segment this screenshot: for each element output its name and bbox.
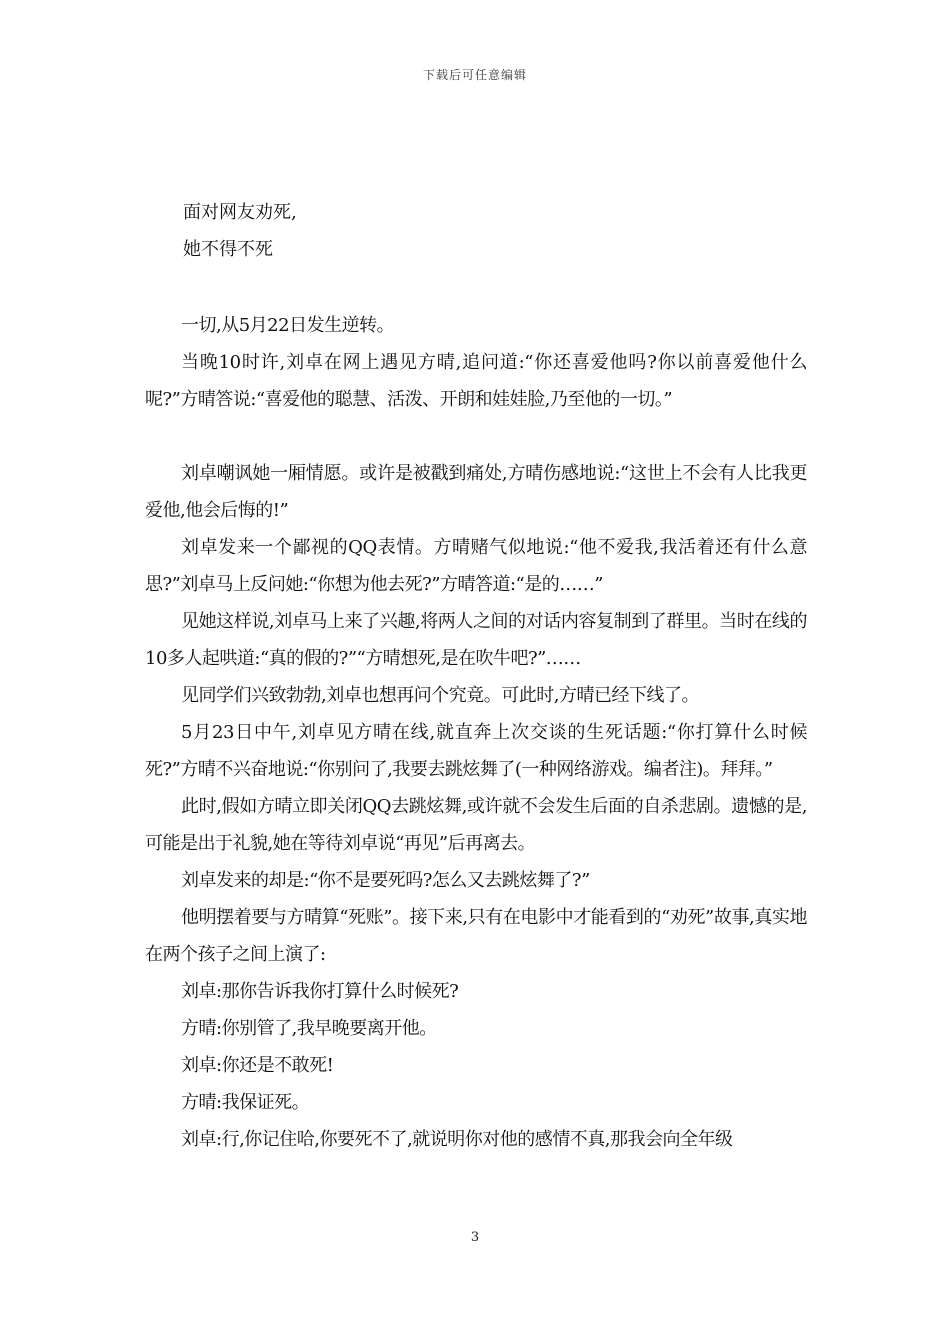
paragraph: 见同学们兴致勃勃,刘卓也想再问个究竟。可此时,方晴已经下线了。 xyxy=(181,685,699,706)
page-number: 3 xyxy=(470,1230,480,1245)
dialogue-line: 方晴:我保证死。 xyxy=(181,1092,310,1113)
page-header: 下载后可任意编辑 xyxy=(422,68,527,82)
paragraph: 见她这样说,刘卓马上来了兴趣,将两人之间的对话内容复制到了群里。当时在线的10多人起哄道:“真的假的?”“方晴想死,是在吹牛吧?”…… xyxy=(145,611,807,669)
paragraph: 他明摆着要与方晴算“死账”。接下来,只有在电影中才能看到的“劝死”故事,真实地在两个孩子之间上演了: xyxy=(145,907,807,965)
article-body xyxy=(145,307,807,1158)
paragraph: 一切,从5月22日发生逆转。 xyxy=(181,315,395,336)
dialogue-line: 刘卓:你还是不敢死! xyxy=(181,1055,334,1076)
dialogue-line: 方晴:你别管了,我早晚要离开他。 xyxy=(181,1018,437,1039)
section-title-line-2: 她不得不死 xyxy=(183,239,273,260)
paragraph: 刘卓发来的却是:“你不是要死吗?怎么又去跳炫舞了?” xyxy=(181,870,590,891)
dialogue-line: 刘卓:那你告诉我你打算什么时候死? xyxy=(181,981,459,1002)
paragraph: 刘卓嘲讽她一厢情愿。或许是被戳到痛处,方晴伤感地说:“这世上不会有人比我更爱他,他会后悔的!” xyxy=(145,463,807,521)
paragraph: 当晚10时许,刘卓在网上遇见方晴,追问道:“你还喜爱他吗?你以前喜爱他什么呢?”方晴答说:“喜爱他的聪慧、活泼、开朗和娃娃脸,乃至他的一切。” xyxy=(145,352,807,410)
paragraph: 刘卓发来一个鄙视的QQ表情。方晴赌气似地说:“他不爱我,我活着还有什么意思?”刘卓马上反问她:“你想为他去死?”方晴答道:“是的……” xyxy=(145,537,807,595)
paragraph: 此时,假如方晴立即关闭QQ去跳炫舞,或许就不会发生后面的自杀悲剧。遗憾的是,可能是出于礼貌,她在等待刘卓说“再见”后再离去。 xyxy=(145,796,807,854)
dialogue-line: 刘卓:行,你记住哈,你要死不了,就说明你对他的感情不真,那我会向全年级 xyxy=(181,1129,733,1150)
paragraph: 5月23日中午,刘卓见方晴在线,就直奔上次交谈的生死话题:“你打算什么时候死?”方晴不兴奋地说:“你别问了,我要去跳炫舞了(一种网络游戏。编者注)。拜拜。” xyxy=(145,722,807,780)
paragraph-spacer xyxy=(145,418,807,455)
section-title-line-1: 面对网友劝死, xyxy=(183,202,297,223)
